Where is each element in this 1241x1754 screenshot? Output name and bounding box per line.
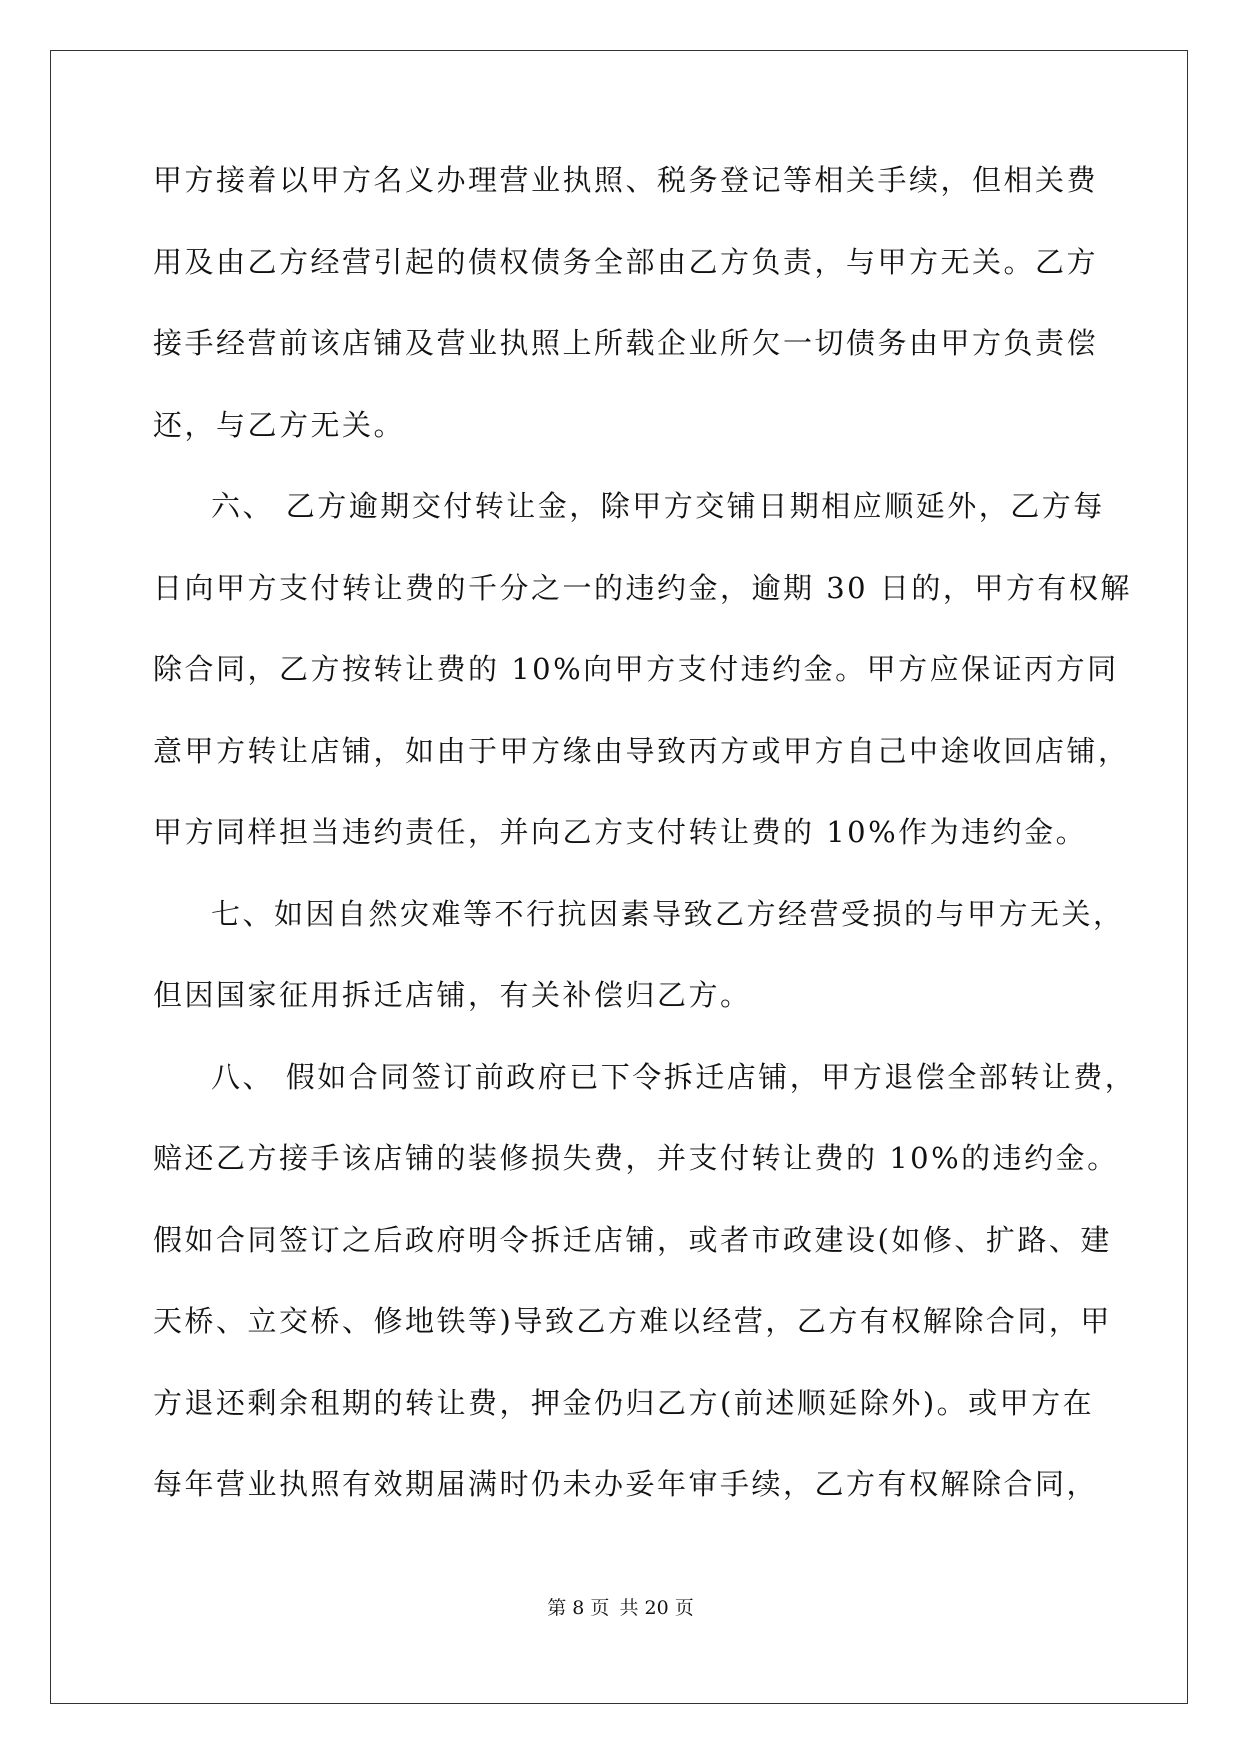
text-line: 假如合同签订之后政府明令拆迁店铺，或者市政建设(如修、扩路、建 [153, 1222, 1112, 1257]
text-line: 但因国家征用拆迁店铺，有关补偿归乙方。 [153, 978, 752, 1012]
text-line: 还，与乙方无关。 [153, 407, 406, 442]
page-number: 第 8 页 [547, 1597, 610, 1619]
text-line: 每年营业执照有效期届满时仍未办妥年审手续，乙方有权解除合同， [153, 1467, 1099, 1501]
page-footer [0, 1596, 1241, 1620]
page-total: 共 20 页 [619, 1597, 694, 1619]
text-line: 赔还乙方接手该店铺的装修损失费，并支付转让费的 10%的违约金。 [153, 1141, 1119, 1175]
text-line: 用及由乙方经营引起的债权债务全部由乙方负责，与甲方无关。乙方 [153, 244, 1099, 279]
text-line: 接手经营前该店铺及营业执照上所载企业所欠一切债务由甲方负责偿 [153, 326, 1099, 360]
text-line: 方退还剩余租期的转让费，押金仍归乙方(前述顺延除外)。或甲方在 [153, 1385, 1095, 1420]
clause-seven-start: 七、如因自然灾难等不行抗因素导致乙方经营受损的与甲方无关， [211, 896, 1125, 931]
document-body [153, 160, 1137, 1546]
clause-six-start: 六、 乙方逾期交付转让金，除甲方交铺日期相应顺延外，乙方每 [211, 489, 1105, 523]
clause-eight-start: 八、 假如合同签订前政府已下令拆迁店铺，甲方退偿全部转让费， [211, 1059, 1137, 1094]
text-line: 甲方接着以甲方名义办理营业执照、税务登记等相关手续，但相关费 [153, 163, 1099, 197]
text-line: 甲方同样担当违约责任，并向乙方支付转让费的 10%作为违约金。 [153, 815, 1088, 849]
text-line: 天桥、立交桥、修地铁等)导致乙方难以经营，乙方有权解除合同，甲 [153, 1304, 1112, 1338]
text-line: 日向甲方支付转让费的千分之一的违约金，逾期 30 日的，甲方有权解 [153, 570, 1132, 605]
text-line: 意甲方转让店铺，如由于甲方缘由导致丙方或甲方自己中途收回店铺， [153, 733, 1130, 768]
text-line: 除合同，乙方按转让费的 10%向甲方支付违约金。甲方应保证丙方同 [153, 652, 1119, 686]
